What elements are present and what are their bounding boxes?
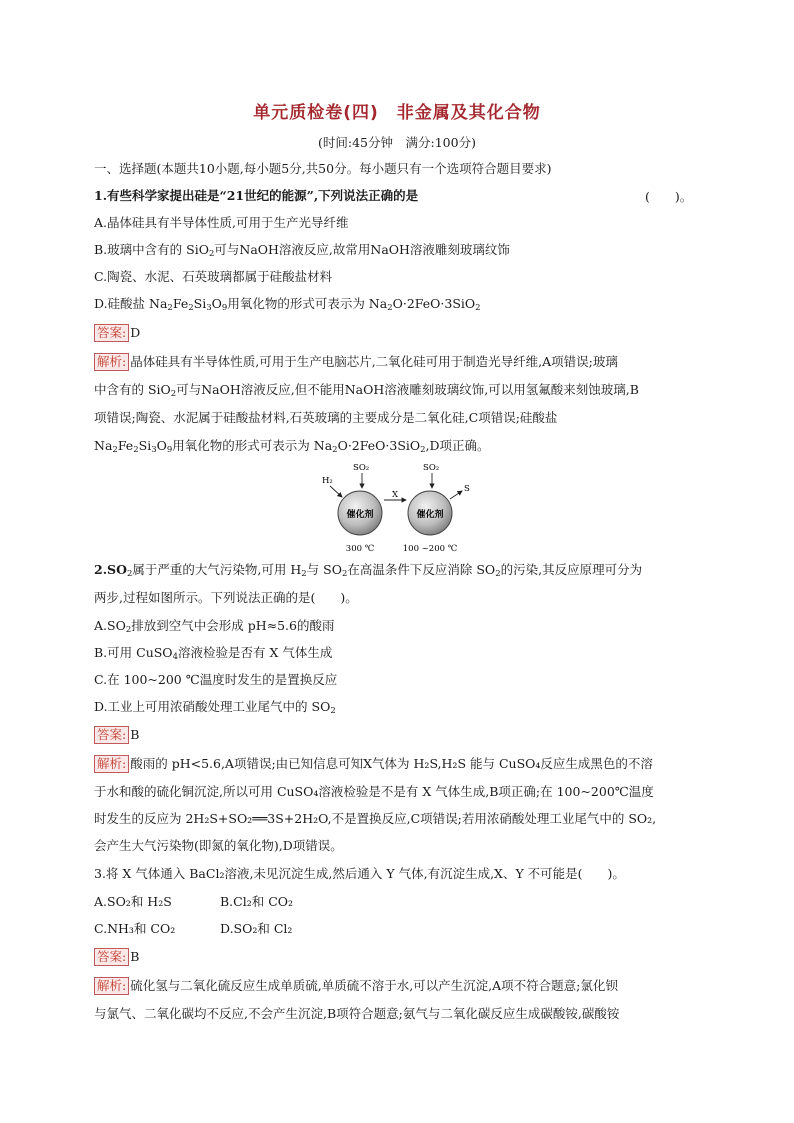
answer-tag: 答案: <box>94 948 129 966</box>
q3-option-a: A.SO₂和 H₂S <box>94 894 172 909</box>
analysis-tag: 解析: <box>94 977 129 995</box>
x-label: X <box>392 490 399 500</box>
section-heading: 一、选择题(本题共10小题,每小题5分,共50分。每小题只有一个选项符合题目要求) <box>94 161 552 176</box>
temp-left: 300 ℃ <box>345 544 375 554</box>
h2-arrow <box>330 486 342 497</box>
q2-stem-line2: 两步,过程如图所示。下列说法正确的是( )。 <box>94 590 358 605</box>
q3-analysis-line: 与氯气、二氧化碳均不反应,不会产生沉淀,B项符合题意;氨气与二氧化碳反应生成碳酸铵,碳酸铵 <box>94 1006 620 1021</box>
q1-analysis-line: $Na_2Fe_2Si_3O_9$用氧化物的形式可表示为 $Na_2O\cdot 2FeO\cdot 3SiO_2,D$项正确。 <box>94 438 490 455</box>
catalyst-label-left: 催化剂 <box>346 510 374 520</box>
reaction-diagram <box>310 455 490 555</box>
page-title: 单元质检卷(四) 非金属及其化合物 <box>253 103 541 123</box>
so2-label-right: SO₂ <box>423 463 440 473</box>
q2-answer: 答案: B <box>94 726 714 744</box>
q1-option-b: B.玻璃中含有的 SiO$_2$可与NaOH溶液反应,故常用NaOH溶液雕刻玻璃纹饰 <box>94 242 510 259</box>
q1-analysis-line: 中含有的 SiO$_2$可与NaOH溶液反应,但不能用NaOH溶液雕刻玻璃纹饰,可以用氢氟酸来刻蚀玻璃,B <box>94 382 639 399</box>
page-subtitle: (时间:45分钟 满分:100分) <box>318 135 476 150</box>
q2-option-c: C.在 100~200 ℃温度时发生的是置换反应 <box>94 672 338 687</box>
q3-option-c: C.NH₃和 CO₂ <box>94 921 176 936</box>
q3-stem: 3.将 X 气体通入 BaCl₂溶液,未见沉淀生成,然后通入 Y 气体,有沉淀生成,X、Y 不可能是( )。 <box>94 866 625 881</box>
q3-option-b: B.Cl₂和 CO₂ <box>220 894 294 909</box>
q1-analysis-line: 项错误;陶瓷、水泥属于硅酸盐材料,石英玻璃的主要成分是二氧化硅,C项错误;硅酸盐 <box>94 410 558 425</box>
q1-analysis-line: 解析: 晶体硅具有半导体性质,可用于生产电脑芯片,二氧化硅可用于制造光导纤维,A项错误;玻璃 <box>94 353 714 371</box>
answer-tag: 答案: <box>94 726 129 744</box>
q2-analysis-line: 于水和酸的硫化铜沉淀,所以可用 CuSO₄溶液检验是不是有 X 气体生成,B项正确;在 100~200℃温度 <box>94 784 654 799</box>
temp-right: 100 ~200 ℃ <box>402 544 458 554</box>
q1-option-c: C.陶瓷、水泥、石英玻璃都属于硅酸盐材料 <box>94 269 333 284</box>
q1-option-a: A.晶体硅具有半导体性质,可用于生产光导纤维 <box>94 215 349 230</box>
q2-option-a: $A.SO_2$排放到空气中会形成 pH≈5.6的酸雨 <box>94 618 335 635</box>
s-label: S <box>464 484 470 494</box>
s-arrow <box>450 491 462 499</box>
q2-analysis-line: 解析: 酸雨的 pH<5.6,A项错误;由已知信息可知X气体为 H₂S,H₂S 能与 CuSO₄反应生成黑色的不溶 <box>94 755 714 773</box>
analysis-tag: 解析: <box>94 353 129 371</box>
q2-analysis-line: 时发生的反应为 2H₂S+SO₂══3S+2H₂O,不是置换反应,C项错误;若用浓硝酸处理工业尾气中的 SO₂, <box>94 811 657 826</box>
q1-option-d: D.硅酸盐 $Na_2Fe_2Si_3O_9$用氧化物的形式可表示为 $Na_2O\cdot 2FeO\cdot 3SiO_2$ <box>94 296 481 313</box>
q2-analysis-line: 会产生大气污染物(即氮的氧化物),D项错误。 <box>94 838 343 853</box>
q1-answer: 答案: D <box>94 324 714 342</box>
q1-answer-blank: ( )。 <box>645 189 693 204</box>
answer-tag: 答案: <box>94 324 129 342</box>
q2-stem: $2.SO_2$属于严重的大气污染物,可用 $H_2$与 $SO_2$在高温条件下反应消除 $SO_2$的污染,其反应原理可分为 <box>94 562 643 579</box>
so2-label-left: SO₂ <box>353 463 370 473</box>
q1-stem: 1.有些科学家提出硅是“21世纪的能源”,下列说法正确的是 <box>94 188 419 203</box>
h2-label: H₂ <box>322 476 333 486</box>
q2-option-d: D.工业上可用浓硝酸处理工业尾气中的 $SO_2$ <box>94 699 336 716</box>
q3-analysis-line: 解析: 硫化氢与二氧化硫反应生成单质硫,单质硫不溶于水,可以产生沉淀,A项不符合题意;氯化钡 <box>94 977 714 995</box>
analysis-tag: 解析: <box>94 755 129 773</box>
catalyst-label-right: 催化剂 <box>416 510 444 520</box>
q3-option-d: D.SO₂和 Cl₂ <box>220 921 293 936</box>
q2-option-b: B.可用 CuSO$_4$溶液检验是否有 X 气体生成 <box>94 645 333 662</box>
q3-answer: 答案: B <box>94 948 714 966</box>
